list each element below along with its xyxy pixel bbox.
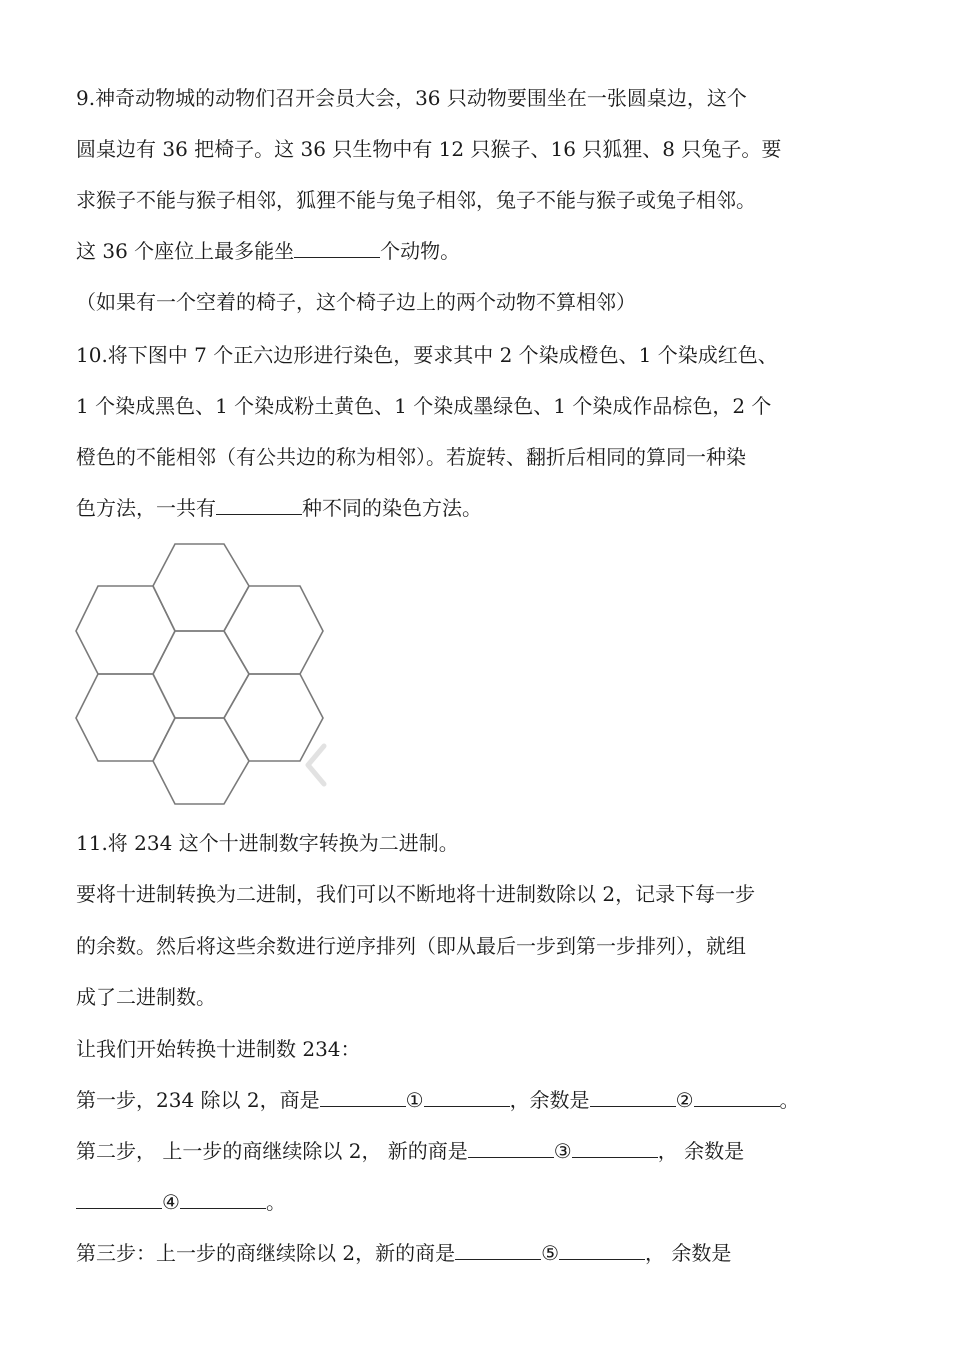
q9-note: （如果有一个空着的椅子，这个椅子边上的两个动物不算相邻） — [76, 290, 636, 314]
q10-line-4 — [76, 493, 482, 523]
q11-step-1 — [76, 1085, 800, 1115]
hexagon-center — [153, 631, 249, 718]
blank-3a[interactable] — [468, 1139, 554, 1158]
q11-line-1: 11.将 234 这个十进制数字转换为二进制。 — [76, 831, 459, 855]
step2-text-b: ， 余数是 — [657, 1139, 745, 1163]
blank-5a[interactable] — [455, 1241, 541, 1260]
q10-text-after-blank: 种不同的染色方法。 — [302, 496, 482, 520]
hexagon-upper-right — [224, 586, 323, 674]
step2-text-a: 第二步， 上一步的商继续除以 2， 新的商是 — [76, 1139, 468, 1163]
step3-text-a: 第三步：上一步的商继续除以 2，新的商是 — [76, 1241, 456, 1265]
q11-line-5: 让我们开始转换十进制数 234： — [76, 1037, 361, 1061]
q9-line-2: 圆桌边有 36 把椅子。这 36 只生物中有 12 只猴子、16 只狐狸、8 只兔子。要 — [76, 137, 782, 161]
q10-line-1: 10.将下图中 7 个正六边形进行染色，要求其中 2 个染成橙色、1 个染成红色、 — [76, 343, 778, 367]
marker-2: ② — [675, 1088, 694, 1112]
blank-2b[interactable] — [694, 1088, 780, 1107]
hexagon-bottom — [153, 718, 249, 804]
blank-2a[interactable] — [590, 1088, 676, 1107]
q9-line-1: 9.神奇动物城的动物们召开会员大会，36 只动物要围坐在一张圆桌边，这个 — [76, 86, 747, 110]
step1-text-c: 。 — [779, 1088, 800, 1112]
q9-text-before-blank: 这 36 个座位上最多能坐 — [76, 239, 295, 263]
q11-step-3 — [76, 1238, 731, 1268]
blank-3b[interactable] — [572, 1139, 658, 1158]
step2-end: 。 — [265, 1190, 286, 1214]
blank-4a[interactable] — [76, 1190, 162, 1209]
q10-line-2: 1 个染成黑色、1 个染成粉土黄色、1 个染成墨绿色、1 个染成作品棕色，2 个 — [76, 394, 772, 418]
chevron-left-icon — [300, 740, 330, 790]
q11-step-2-continued — [76, 1187, 286, 1217]
step1-text-b: ，余数是 — [509, 1088, 590, 1112]
q9-line-4 — [76, 236, 460, 266]
q11-line-2: 要将十进制转换为二进制，我们可以不断地将十进制数除以 2，记录下每一步 — [76, 882, 756, 906]
blank-1b[interactable] — [424, 1088, 510, 1107]
blank-4b[interactable] — [180, 1190, 266, 1209]
blank-5b[interactable] — [559, 1241, 645, 1260]
q10-answer-blank[interactable] — [216, 496, 302, 515]
q10-line-3: 橙色的不能相邻（有公共边的称为相邻）。若旋转、翻折后相同的算同一种染 — [76, 445, 746, 469]
q9-line-3: 求猴子不能与猴子相邻，狐狸不能与兔子相邻，兔子不能与猴子或兔子相邻。 — [76, 188, 756, 212]
blank-1a[interactable] — [320, 1088, 406, 1107]
hexagon-top — [153, 544, 249, 631]
q10-text-before-blank: 色方法，一共有 — [76, 496, 216, 520]
step1-text-a: 第一步，234 除以 2，商是 — [76, 1088, 320, 1112]
marker-1: ① — [405, 1088, 424, 1112]
marker-4: ④ — [162, 1190, 180, 1214]
q11-line-4: 成了二进制数。 — [76, 985, 216, 1009]
q11-step-2 — [76, 1136, 744, 1166]
marker-3: ③ — [553, 1139, 572, 1163]
q9-answer-blank[interactable] — [294, 239, 380, 258]
step3-text-b: ， 余数是 — [645, 1241, 732, 1265]
hexagon-figure — [70, 536, 332, 810]
q9-text-after-blank: 个动物。 — [380, 239, 461, 263]
q11-line-3: 的余数。然后将这些余数进行逆序排列（即从最后一步到第一步排列），就组 — [76, 934, 746, 958]
marker-5: ⑤ — [541, 1241, 560, 1265]
